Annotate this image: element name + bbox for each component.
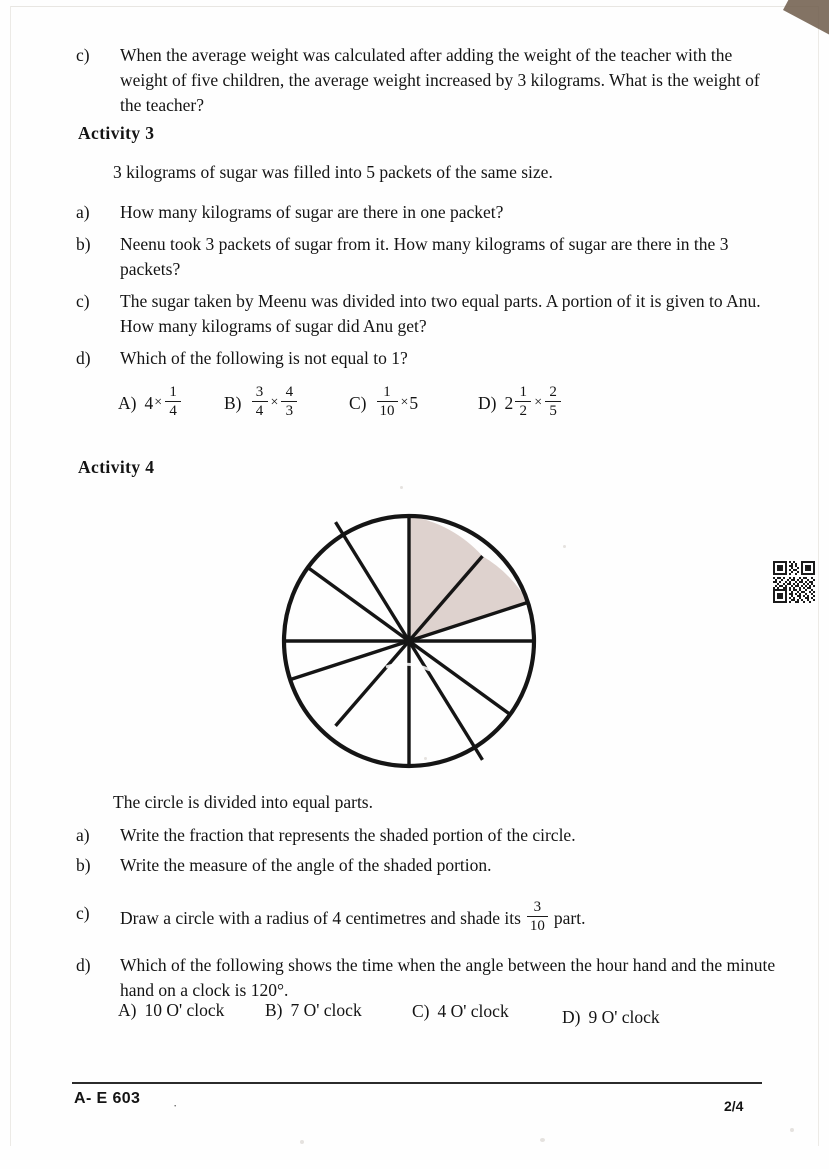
question-label: b) bbox=[76, 234, 91, 254]
activity-3-intro: 3 kilograms of sugar was filled into 5 packets of the same size. bbox=[113, 162, 553, 182]
question-label: d) bbox=[76, 348, 91, 368]
question-text: When the average weight was calculated after adding the weight of the teacher with the weight of five children, the average weight increased by 3 kilograms. What is the weight of the teacher? bbox=[120, 45, 760, 115]
fraction-numerator: 3 bbox=[533, 899, 542, 915]
option-text: 7 O' clock bbox=[290, 1000, 362, 1020]
fraction-denominator: 10 bbox=[529, 918, 545, 935]
qr-code-svg bbox=[773, 561, 815, 603]
option-label: C) bbox=[349, 392, 367, 413]
activity-4-item-d bbox=[76, 953, 776, 1003]
radius-line bbox=[409, 641, 482, 760]
activity-3-item-b bbox=[76, 232, 776, 282]
fraction-denominator: 10 bbox=[379, 403, 395, 420]
activity-4-heading: Activity 4 bbox=[78, 457, 155, 477]
footer-divider bbox=[72, 1082, 762, 1084]
activity-4-item-a bbox=[76, 823, 776, 848]
answer-option-c[interactable] bbox=[349, 386, 418, 420]
fraction-denominator: 3 bbox=[285, 403, 294, 420]
question-label: a) bbox=[76, 825, 90, 845]
option-label: B) bbox=[265, 1000, 283, 1020]
circle-sector-diagram bbox=[278, 510, 540, 772]
clock-option-a[interactable] bbox=[118, 1000, 224, 1021]
question-text bbox=[120, 901, 776, 935]
multiply-symbol: × bbox=[154, 395, 163, 411]
activity-3-item-d bbox=[76, 346, 776, 371]
fraction-numerator: 2 bbox=[549, 384, 557, 400]
question-text-before: Draw a circle with a radius of 4 centimetres and shade its bbox=[120, 907, 521, 928]
fraction-bar bbox=[377, 401, 398, 402]
activity-3-item-c bbox=[76, 289, 776, 339]
fraction bbox=[252, 385, 268, 419]
clock-option-c[interactable] bbox=[412, 1001, 509, 1022]
question-label: c) bbox=[76, 291, 90, 311]
fraction-bar bbox=[527, 916, 548, 917]
question-label: b) bbox=[76, 855, 91, 875]
page-number: 2/4 bbox=[724, 1098, 744, 1114]
option-label: D) bbox=[478, 392, 497, 413]
footer-stray-mark: · bbox=[173, 1098, 178, 1113]
activity-3-heading: Activity 3 bbox=[78, 123, 155, 143]
fraction-denominator: 4 bbox=[169, 403, 177, 420]
paper-code: A- E 603 bbox=[74, 1090, 141, 1107]
fraction-bar bbox=[545, 401, 561, 402]
option-label: B) bbox=[224, 392, 242, 413]
fraction-bar bbox=[515, 401, 531, 402]
answer-option-a[interactable] bbox=[118, 386, 183, 420]
option-label: D) bbox=[562, 1007, 581, 1027]
fraction bbox=[377, 385, 398, 419]
fraction bbox=[527, 900, 548, 934]
fraction-denominator: 4 bbox=[255, 403, 264, 420]
fraction-numerator: 4 bbox=[285, 384, 294, 400]
multiply-symbol: × bbox=[270, 395, 279, 411]
option-label: C) bbox=[412, 1001, 430, 1021]
circle-center-dot bbox=[404, 636, 414, 646]
fraction-numerator: 1 bbox=[383, 384, 391, 400]
fraction-bar bbox=[165, 401, 181, 402]
question-text: How many kilograms of sugar are there in one packet? bbox=[120, 202, 504, 222]
clock-option-d[interactable] bbox=[562, 1007, 660, 1028]
fraction-numerator: 1 bbox=[519, 384, 527, 400]
question-text: Which of the following shows the time when the angle between the hour hand and the minute hand on a clock is 120°. bbox=[120, 955, 776, 1000]
activity-4-item-b bbox=[76, 853, 776, 878]
option-text: 9 O' clock bbox=[588, 1007, 660, 1027]
question-label: a) bbox=[76, 202, 90, 222]
question-text: Write the fraction that represents the shaded portion of the circle. bbox=[120, 825, 576, 845]
option-text: 10 O' clock bbox=[144, 1000, 225, 1020]
activity-4-intro: The circle is divided into equal parts. bbox=[113, 792, 373, 812]
circle-svg bbox=[278, 510, 540, 772]
answer-option-d[interactable] bbox=[478, 386, 563, 420]
option-text: 4 O' clock bbox=[437, 1001, 509, 1021]
option-whole: 5 bbox=[409, 392, 419, 413]
clock-option-b[interactable] bbox=[265, 1000, 362, 1021]
question-item-top-c bbox=[76, 43, 776, 118]
question-label: c) bbox=[76, 903, 90, 923]
multiply-symbol: × bbox=[400, 395, 409, 411]
question-text: Write the measure of the angle of the shaded portion. bbox=[120, 855, 492, 875]
fraction bbox=[545, 385, 561, 419]
radius-line bbox=[336, 522, 409, 641]
question-text: The sugar taken by Meenu was divided into two equal parts. A portion of it is given to Anu. How many kilograms of sugar did Anu get? bbox=[120, 291, 761, 336]
fraction bbox=[515, 385, 531, 419]
fraction-bar bbox=[252, 401, 268, 402]
fraction bbox=[281, 385, 297, 419]
fraction-numerator: 1 bbox=[169, 384, 177, 400]
activity-3-item-a bbox=[76, 200, 776, 225]
fraction-numerator: 3 bbox=[255, 384, 264, 400]
answer-option-b[interactable] bbox=[224, 386, 299, 420]
radius-line bbox=[409, 641, 510, 714]
radius-line bbox=[308, 568, 409, 641]
option-label: A) bbox=[118, 392, 137, 413]
question-label: c) bbox=[76, 45, 90, 65]
fraction bbox=[165, 385, 181, 419]
option-mixed-whole: 2 bbox=[504, 392, 514, 413]
fraction-bar bbox=[281, 401, 297, 402]
qr-code-icon bbox=[773, 561, 815, 603]
question-text-after: part. bbox=[553, 907, 586, 928]
option-label: A) bbox=[118, 1000, 137, 1020]
fraction-denominator: 5 bbox=[549, 403, 557, 420]
activity-4-item-c bbox=[76, 901, 776, 935]
option-whole: 4 bbox=[144, 392, 154, 413]
multiply-symbol: × bbox=[534, 395, 543, 411]
question-label: d) bbox=[76, 955, 91, 975]
question-text: Neenu took 3 packets of sugar from it. How many kilograms of sugar are there in the 3 packets? bbox=[120, 234, 729, 279]
question-text: Which of the following is not equal to 1? bbox=[120, 348, 408, 368]
fraction-denominator: 2 bbox=[519, 403, 527, 420]
